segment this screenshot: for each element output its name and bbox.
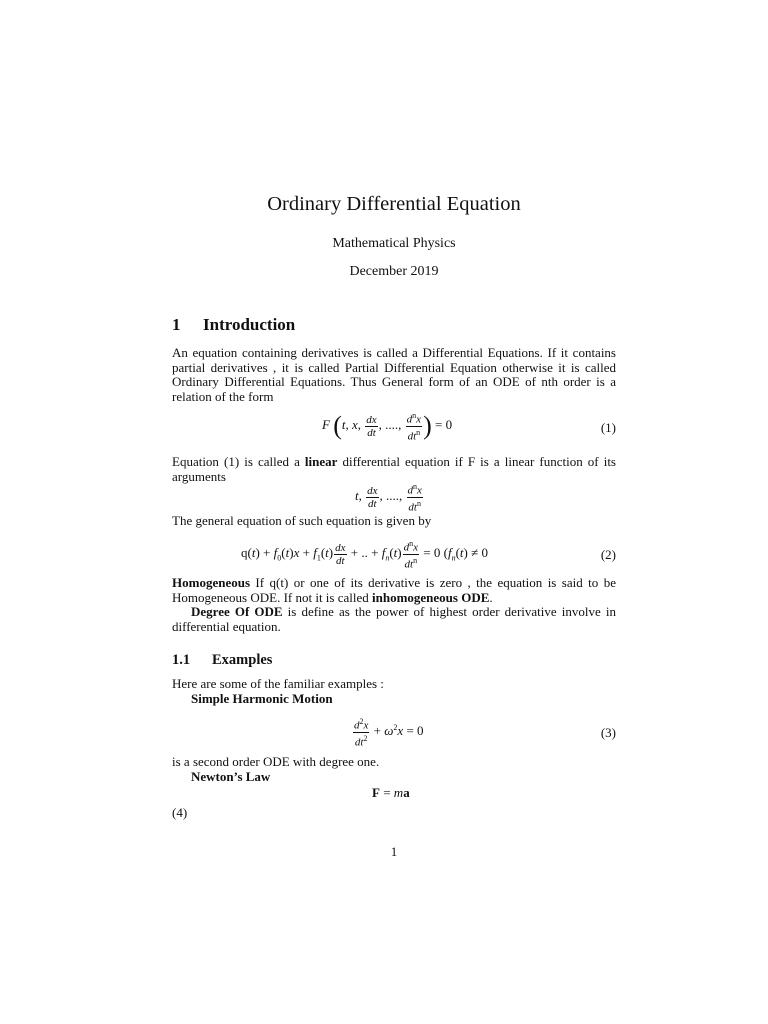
linear-text-b: differential equation if F is a linear function of its arguments [172, 454, 616, 484]
homogeneous-paragraph: Homogeneous If q(t) or one of its derivative is zero , the equation is said to be Homogeneous ODE. If not it is called inhomogeneous ODE. Degree Of ODE is define as the power of highest order derivative involve in differential equation. [172, 575, 616, 634]
section-heading [172, 315, 295, 335]
equation-3-body: $\frac{d^2x}{dt^2}$ + $\omega^2x = 0$ [354, 717, 424, 749]
homogeneous-text: If q(t) or one of its derivative is zero , the equation is said to be Homogeneous ODE. If not it is called [172, 575, 616, 605]
homogeneous-bold: Homogeneous [172, 575, 250, 590]
equation-2 [172, 538, 616, 570]
general-text: The general equation of such equation is given by [172, 513, 432, 528]
equation-2-body: $q(t) + f_0(t)x + f_1(t)$ $\frac{dx}{dt}$ + .. + $f_n(t)$ $\frac{d^nx}{dt^n}$ = 0 ($f_n(t) \ne 0$ [241, 539, 489, 571]
examples-intro-text: Here are some of the familiar examples : [172, 676, 384, 691]
equation-3 [172, 716, 616, 748]
linear-bold: linear [304, 454, 338, 469]
section-number: 1 [172, 315, 181, 334]
page-date: December 2019 [349, 264, 439, 279]
section-title: Introduction [203, 315, 296, 334]
shm-title: Simple Harmonic Motion [191, 690, 333, 706]
equation-4-body: F = ma [372, 785, 410, 800]
intro-paragraph [172, 346, 616, 404]
subsection-heading [172, 652, 272, 669]
page-number: 1 [390, 844, 398, 859]
page-subtitle: Mathematical Physics [332, 236, 456, 251]
subsection-title: Examples [212, 652, 273, 668]
equation-4-number: (4) [172, 805, 188, 820]
arguments-display: t, $\frac{dx}{dt}$ , ...., $\frac{d^nx}{dt^n}$ [355, 482, 422, 514]
equation-1-body: F (t, x, $\frac{dx}{dt}$ , ...., $\frac{d^nx}{dt^n}$ ) = 0 [322, 411, 453, 443]
degree-text: is define as the power of highest order derivative involve in differential equation. [172, 604, 616, 634]
equation-1 [172, 410, 616, 446]
linear-paragraph [172, 455, 616, 484]
intro-text: An equation containing derivatives is called a Differential Equations. If it contains partial derivatives , it is called Partial Differential Equation otherwise it is called Ordinary Differential Equations. Thus General form of an ODE of nth order is a relation of the form [172, 345, 616, 404]
equation-1-number: (1) [600, 420, 616, 435]
degree-bold: Degree Of ODE [191, 604, 283, 619]
equation-2-number: (2) [600, 547, 616, 562]
equation-3-number: (3) [600, 725, 616, 740]
examples-intro [172, 677, 616, 706]
subsection-number: 1.1 [172, 652, 191, 668]
page-title: Ordinary Differential Equation [267, 193, 521, 215]
general-paragraph [172, 514, 616, 529]
inhomogeneous-bold: inhomogeneous ODE [372, 589, 490, 605]
shm-text: is a second order ODE with degree one. [172, 754, 380, 769]
newton-title: Newton’s Law [191, 768, 271, 784]
linear-text-a: Equation (1) is called a [172, 454, 305, 469]
shm-paragraph [172, 755, 616, 784]
